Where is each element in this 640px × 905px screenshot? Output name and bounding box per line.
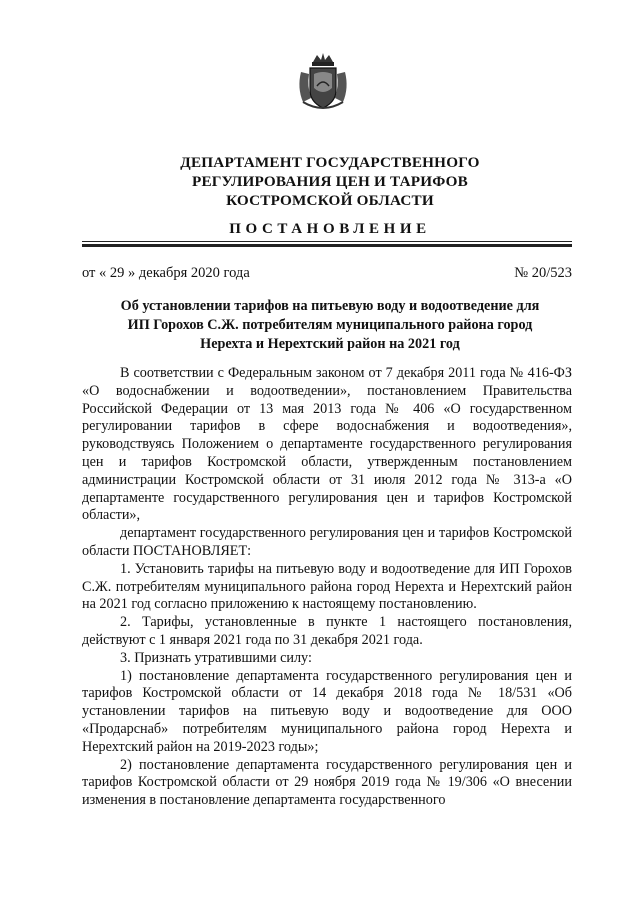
department-name-line-3: КОСТРОМСКОЙ ОБЛАСТИ [226,192,434,209]
clause-3-item-1-paragraph: 1) постановление департамента государственного регулирования цен и тарифов Костромской области от 14 декабря 2018 года № 18/531 «Об установлении тарифов на питьевую воду и водоотведение для ООО «Продарснаб» потребителям муниципального района город Нерехта и Нерехтский район на 2019-2023 годы»; [82,667,572,755]
document-title-line-3: Нерехта и Нерехтский район на 2021 год [200,336,460,352]
resolution-paragraph: департамент государственного регулирования цен и тарифов Костромской области ПОСТАНОВЛЯЕТ: [82,525,572,559]
document-number: № 20/523 [514,265,572,281]
header-divider-thin [82,241,572,242]
clause-1-paragraph: 1. Установить тарифы на питьевую воду и водоотведение для ИП Горохов С.Ж. потребителям муниципального района город Нерехта и Нерехтский район на 2021 год согласно приложению к настоящему постановлению. [82,560,572,613]
department-name-line-1: ДЕПАРТАМЕНТ ГОСУДАРСТВЕННОГО [180,154,480,171]
document-title-line-1: Об установлении тарифов на питьевую воду и водоотведение для [120,298,540,314]
document-type-heading: ПОСТАНОВЛЕНИЕ [229,221,431,237]
header-divider-thick [82,244,572,247]
document-date: от « 29 » декабря 2020 года [82,265,250,281]
coat-of-arms-icon [295,52,351,114]
department-name-line-2: РЕГУЛИРОВАНИЯ ЦЕН И ТАРИФОВ [191,173,469,190]
clause-3-paragraph: 3. Признать утратившими силу: [120,649,312,666]
clause-3-item-2-paragraph: 2) постановление департамента государственного регулирования цен и тарифов Костромской области от 29 ноября 2019 года № 19/306 «О внесении изменения в постановление департамента государственного [82,756,572,809]
document-body [82,365,572,810]
document-title-line-2: ИП Горохов С.Ж. потребителям муниципального района город [127,317,533,333]
clause-2-paragraph: 2. Тарифы, установленные в пункте 1 настоящего постановления, действуют с 1 января 2021 года по 31 декабря 2021 года. [82,614,572,648]
preamble-paragraph: В соответствии с Федеральным законом от 7 декабря 2011 года № 416-ФЗ «О водоснабжении и водоотведении», постановлением Правительства Российской Федерации от 13 мая 2013 года № 406 «О государственном регулировании тарифов в сфере водоснабжения и водоотведения», руководствуясь Положением о департаменте государственного регулирования цен и тарифов Костромской области, утвержденным постановлением администрации Костромской области от 31 июля 2012 года № 313-а «О департаменте государственного регулирования цен и тарифов Костромской области», [82,365,572,524]
